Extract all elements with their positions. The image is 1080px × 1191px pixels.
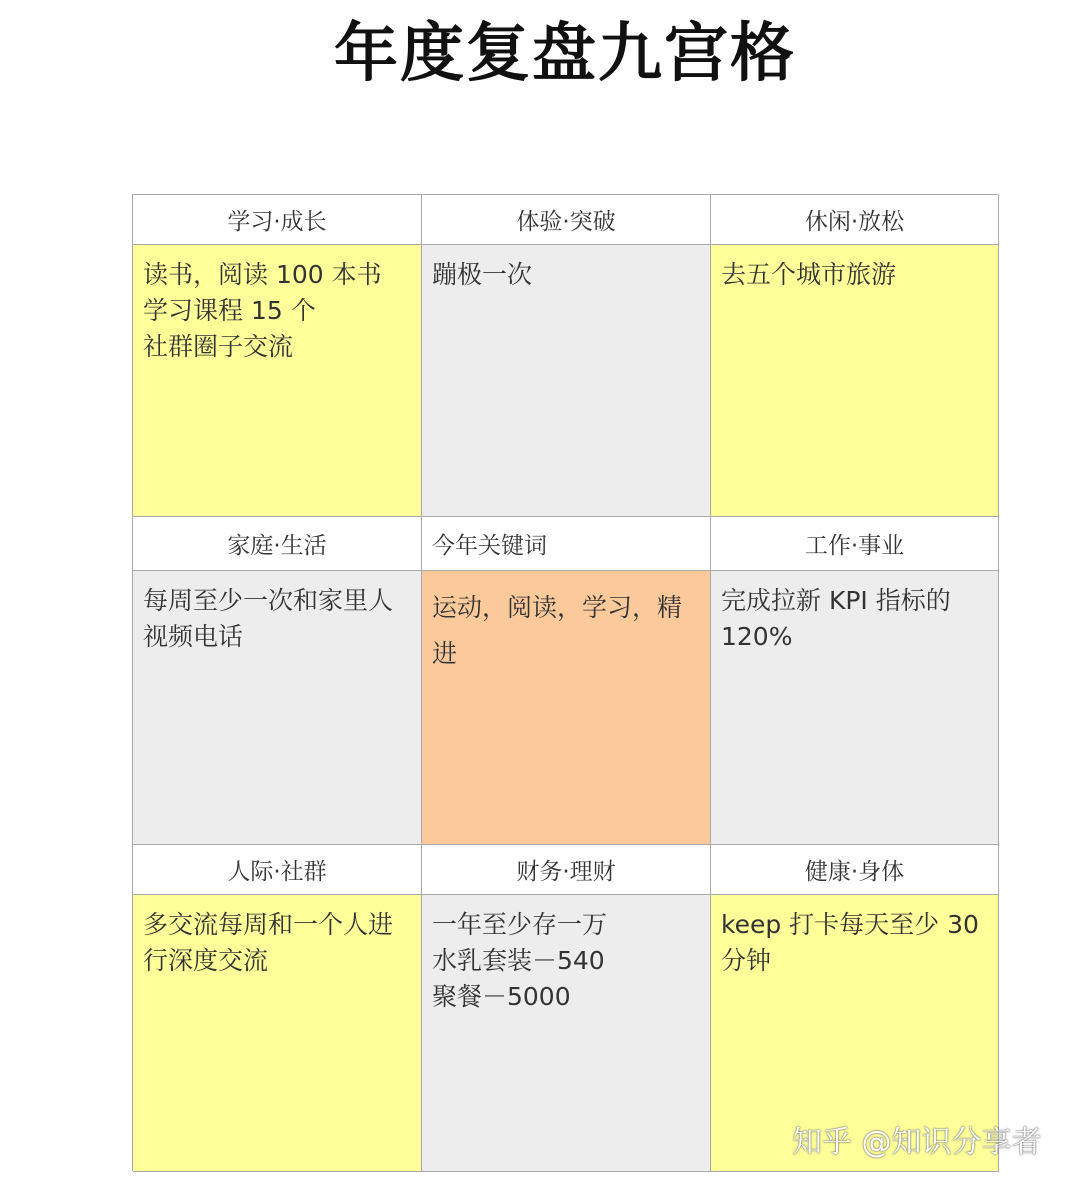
header-family-life: 家庭·生活	[133, 517, 422, 571]
cell-keywords	[422, 571, 711, 845]
page-title: 年度复盘九宫格	[334, 17, 796, 91]
cell-line: 水乳套装－540	[432, 946, 605, 975]
cell-learning-growth	[133, 245, 422, 517]
cell-experience-breakthrough	[422, 245, 711, 517]
header-health-body: 健康·身体	[711, 845, 999, 895]
header-keywords: 今年关键词	[422, 517, 711, 571]
cell-line: 学习课程 15 个	[143, 296, 316, 325]
cell-leisure-relax	[711, 245, 999, 517]
cell-line: 运动，阅读，学习，精进	[432, 593, 683, 668]
cell-line: keep 打卡每天至少 30 分钟	[721, 910, 979, 975]
header-finance: 财务·理财	[422, 845, 711, 895]
header-work-career: 工作·事业	[711, 517, 999, 571]
cell-family-life	[133, 571, 422, 845]
cell-line: 聚餐－5000	[432, 982, 571, 1011]
cell-line: 去五个城市旅游	[721, 260, 897, 289]
cell-line: 蹦极一次	[432, 260, 533, 289]
cell-work-career	[711, 571, 999, 845]
cell-line: 多交流每周和一个人进行深度交流	[143, 910, 394, 975]
header-leisure-relax: 休闲·放松	[711, 195, 999, 245]
nine-grid-table	[132, 194, 998, 1171]
zhihu-watermark: 知乎 @知识分享者	[792, 1125, 1042, 1160]
header-learning-growth: 学习·成长	[133, 195, 422, 245]
cell-finance	[422, 895, 711, 1172]
cell-line: 读书，阅读 100 本书	[143, 260, 382, 289]
cell-line: 每周至少一次和家里人视频电话	[143, 586, 394, 651]
header-experience-breakthrough: 体验·突破	[422, 195, 711, 245]
header-social-network: 人际·社群	[133, 845, 422, 895]
cell-social-network	[133, 895, 422, 1172]
cell-line: 一年至少存一万	[432, 910, 608, 939]
cell-line: 完成拉新 KPI 指标的 120%	[721, 586, 951, 651]
cell-line: 社群圈子交流	[143, 332, 294, 361]
